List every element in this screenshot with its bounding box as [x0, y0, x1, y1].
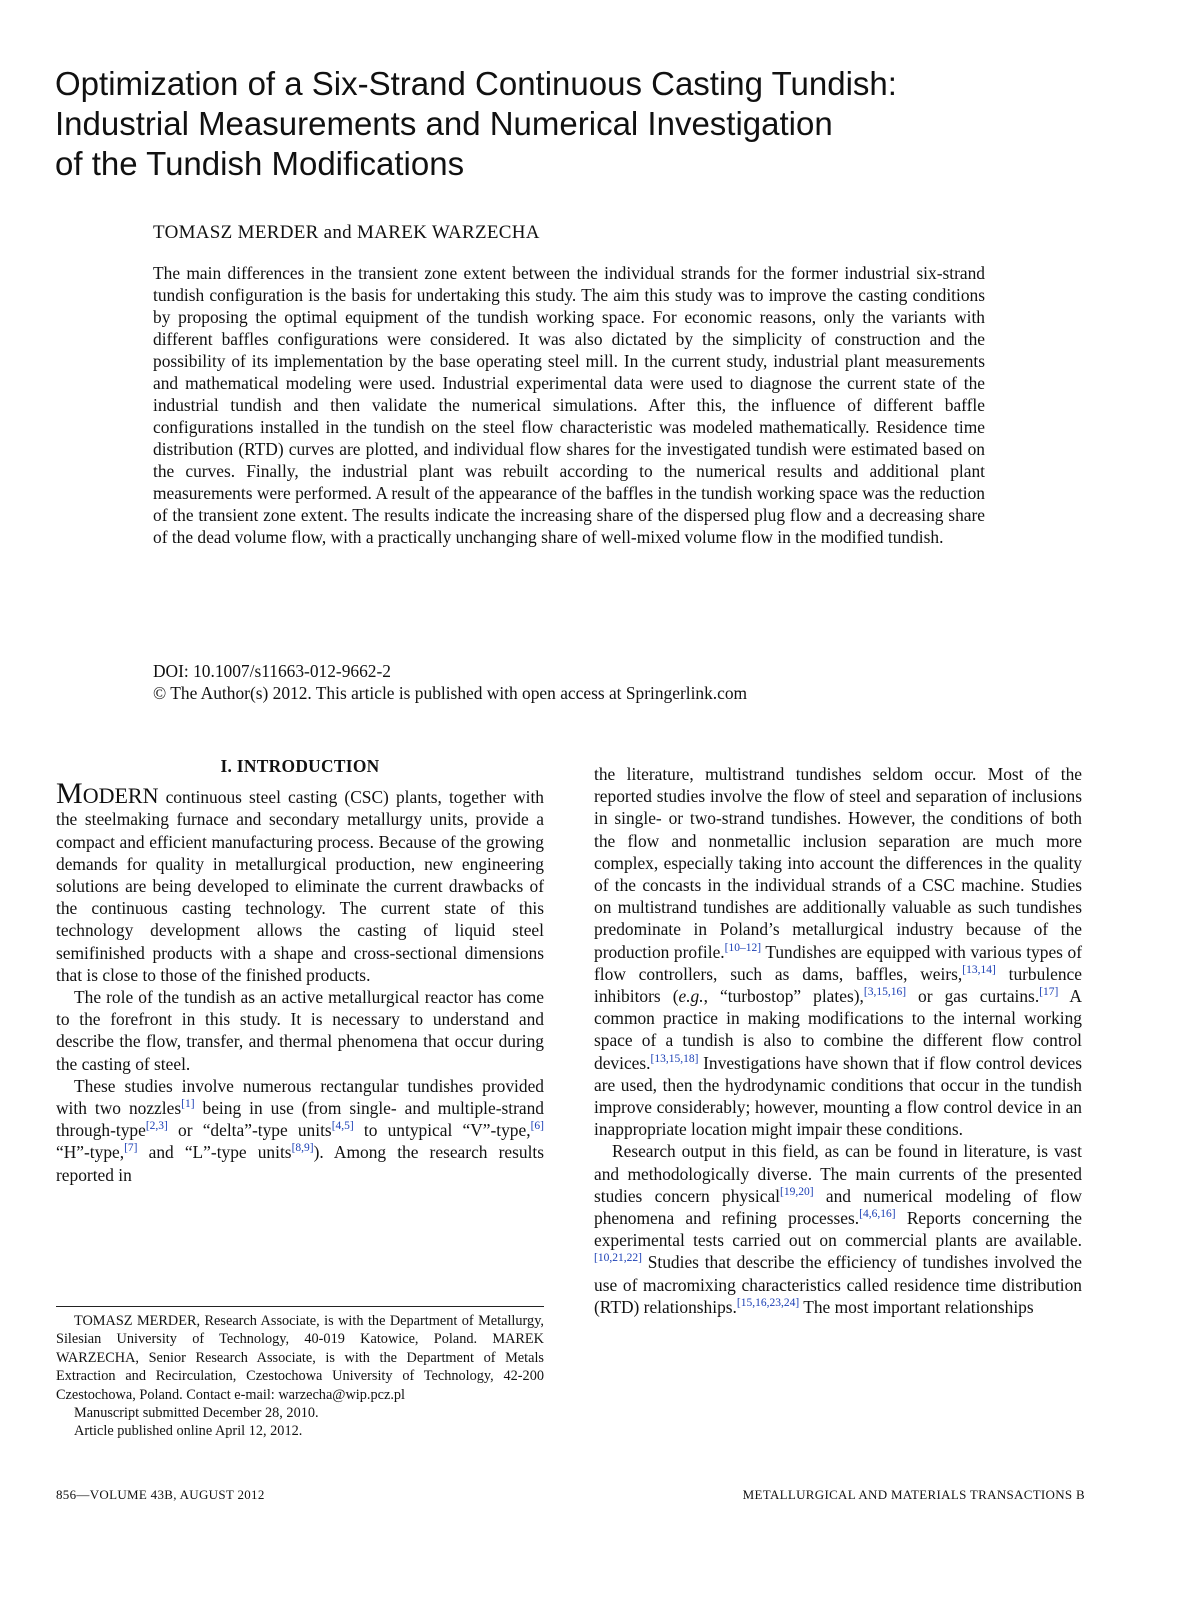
text-run: turbulence inhibitors ( — [594, 963, 1082, 1007]
citation-link[interactable]: [3,15,16] — [863, 986, 907, 999]
title-line: Optimization of a Six-Strand Continuous Casting Tundish: — [55, 65, 897, 102]
citation-link[interactable]: [2,3] — [145, 1120, 168, 1133]
citation-link[interactable]: [8,9] — [291, 1142, 314, 1155]
dropcap: M — [56, 777, 83, 811]
citation-link[interactable]: [6] — [530, 1120, 544, 1133]
intro-paragraph-3 — [56, 1075, 544, 1186]
text-run: Research output in this field, as can be found in literature, is vast and methodologically diverse. The main currents of the presented studies concern physical — [594, 1141, 1082, 1206]
citation-link[interactable]: [7] — [124, 1142, 138, 1155]
submitted-note: Manuscript submitted December 28, 2010. — [74, 1405, 319, 1422]
text-run: Studies that describe the efficiency of tundishes involved the use of macromixing characteristics called residence time distribution (RTD) relationships. — [594, 1252, 1082, 1317]
text-run: The most important relationships — [799, 1296, 1034, 1317]
right-paragraph-1 — [594, 763, 1082, 1140]
citation-link[interactable]: [10,21,22] — [594, 1252, 642, 1265]
italic-text: e.g. — [678, 986, 704, 1007]
text-run: and numerical modeling of flow phenomena and refining processes. — [594, 1185, 1082, 1229]
text-run: A common practice in making modifications to the internal working space of a tundish is also to combine the different flow control devices. — [594, 986, 1082, 1073]
abstract: The main differences in the transient zone extent between the individual strands for the former industrial six-strand tundish configuration is the basis for undertaking this study. The aim this study was to improve the casting conditions by proposing the optimal equipment of the tundish working space. For economic reasons, only the variants with different baffles configurations were considered. It was also dictated by the simplicity of construction and the possibility of its implementation by the base operating steel mill. In the current study, industrial plant measurements and mathematical modeling were used. Industrial experimental data were used to diagnose the current state of the industrial tundish and then validate the numerical simulations. After this, the influence of different baffle configurations installed in the tundish on the steel flow characteristic was modeled mathematically. Residence time distribution (RTD) curves are plotted, and individual flow shares for the investigated tundish were estimated based on the curves. Finally, the industrial plant was rebuilt according to the numerical results and additional plant measurements were performed. A result of the appearance of the baffles in the tundish working space was the reduction of the transient zone extent. The results indicate the increasing share of the dispersed plug flow and a decreasing share of the dead volume flow, with a practically unchanging share of well-mixed volume flow in the modified tundish. — [153, 263, 985, 547]
text-run: , “turbostop” plates), — [703, 986, 864, 1007]
title-line: of the Tundish Modifications — [55, 145, 465, 182]
text-run: Reports concerning the experimental tests carried out on commercial plants are available. — [594, 1208, 1082, 1251]
text-run: and “L”-type units — [137, 1142, 292, 1163]
title-line: Industrial Measurements and Numerical Investigation — [55, 105, 833, 142]
text-run: or “delta”-type units — [167, 1120, 332, 1141]
right-paragraph-2 — [594, 1140, 1082, 1318]
copyright-notice: © The Author(s) 2012. This article is published with open access at Springerlink.com — [153, 683, 748, 703]
citation-link[interactable]: [1] — [181, 1098, 195, 1111]
text-run: to untypical “V”-type, — [353, 1120, 531, 1141]
footnote-divider — [56, 1306, 544, 1307]
text-run: These studies involve numerous rectangular tundishes provided with two nozzles — [56, 1075, 544, 1119]
citation-link[interactable]: [17] — [1039, 986, 1059, 999]
text-run: Tundishes are equipped with various types of flow controllers, such as dams, baffles, weirs, — [594, 941, 1082, 984]
page-footer-left: 856—VOLUME 43B, AUGUST 2012 — [56, 1487, 265, 1502]
text-run: “H”-type, — [56, 1142, 125, 1163]
paper-title — [55, 64, 1155, 184]
citation-link[interactable]: [13,15,18] — [650, 1052, 699, 1065]
citation-link[interactable]: [10–12] — [724, 941, 762, 954]
doi[interactable]: DOI: 10.1007/s11663-012-9662-2 — [153, 661, 391, 681]
text-run: ). Among the research results reported in — [56, 1142, 544, 1185]
right-column — [594, 763, 1082, 1318]
text-run: being in use (from single- and multiple-strand through-type — [56, 1098, 544, 1141]
citation-link[interactable]: [4,6,16] — [859, 1208, 896, 1221]
citation-link[interactable]: [15,16,23,24] — [736, 1297, 800, 1310]
intro-paragraph-2: The role of the tundish as an active metallurgical reactor has come to the forefront in this study. It is necessary to understand and describe the flow, transfer, and thermal phenomena that occur during the casting of steel. — [56, 987, 544, 1074]
authors: TOMASZ MERDER and MAREK WARZECHA — [153, 222, 540, 243]
citation-link[interactable]: [4,5] — [331, 1120, 354, 1133]
text-run: or gas curtains. — [906, 986, 1040, 1007]
citation-link[interactable]: [19,20] — [780, 1186, 814, 1199]
citation-link[interactable]: [13,14] — [962, 964, 996, 977]
text-run: the literature, multistrand tundishes seldom occur. Most of the reported studies involve the flow of steel and separation of inclusions in single- or two-strand tundishes. However, the conditions of both the flow and nonmetallic inclusion separation are much more complex, especially taking into account the differences in the quality of the concasts in the individual strands of a CSC machine. Studies on multistrand tundishes are additionally valuable as such tundishes predominate in Poland’s metallurgical industry because of the production profile. — [594, 764, 1082, 962]
text-run: Investigations have shown that if flow control devices are used, then the hydrodynamic conditions that occur in the tundish improve considerably; however, mounting a flow control device in an inappropriate location might impair these conditions. — [594, 1052, 1082, 1140]
page-footer-right: METALLURGICAL AND MATERIALS TRANSACTIONS B — [742, 1487, 1085, 1502]
paragraph-text: continuous steel casting (CSC) plants, together with the steelmaking furnace and secondary metallurgy units, provide a compact and efficient manufacturing process. Because of the growing demands for quality in metallurgical production, new engineering solutions are being developed to eliminate the current drawbacks of the continuous casting technology. The current state of this technology development allows the casting of liquid steel semifinished products with a shape and cross-sectional dimensions that is close to those of the finished products. — [56, 787, 544, 985]
footnote — [56, 1312, 544, 1441]
intro-paragraph-1 — [56, 777, 544, 986]
affiliation-note: TOMASZ MERDER, Research Associate, is with the Department of Metallurgy, Silesian University of Technology, 40-019 Katowice, Poland. MAREK WARZECHA, Senior Research Associate, is with the Department of Metals Extraction and Recirculation, Czestochowa University of Technology, 42-200 Czestochowa, Poland. Contact e-mail: warzecha@wip.pcz.pl — [56, 1313, 544, 1403]
published-note: Article published online April 12, 2012. — [74, 1423, 303, 1440]
smallcaps-word: ODERN — [82, 783, 159, 809]
left-column — [56, 755, 544, 1186]
section-heading: I. INTRODUCTION — [220, 756, 380, 776]
